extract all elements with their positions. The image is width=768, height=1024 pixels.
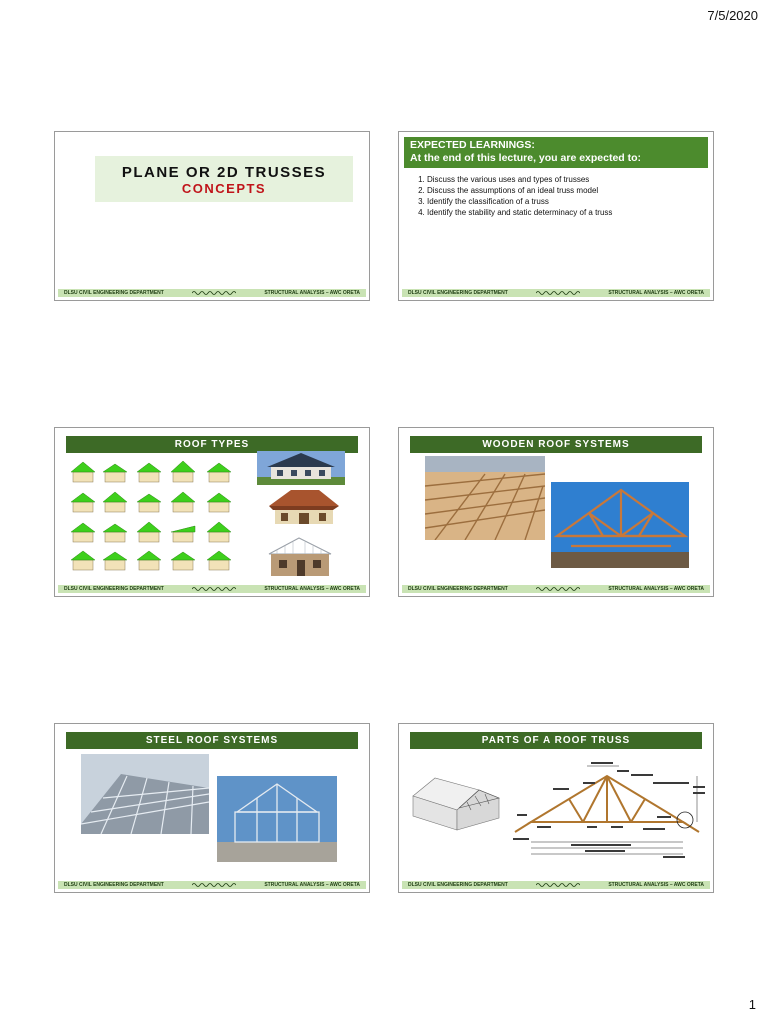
house-photo: [257, 451, 345, 485]
slide-footer: [402, 289, 710, 297]
slide-4-title: WOODEN ROOF SYSTEMS: [410, 436, 702, 453]
slide-6-title: PARTS OF A ROOF TRUSS: [410, 732, 702, 749]
slide-5: [54, 723, 370, 893]
slide-footer: [58, 881, 366, 889]
slide-5-title: STEEL ROOF SYSTEMS: [66, 732, 358, 749]
slide-3: [54, 427, 370, 597]
footer-right: STRUCTURAL ANALYSIS – AWC ORETA: [608, 586, 704, 592]
roof-types-diagram: [65, 458, 245, 576]
slide-2-heading: [404, 137, 708, 168]
footer-left: DLSU CIVIL ENGINEERING DEPARTMENT: [408, 290, 508, 296]
footer-left: DLSU CIVIL ENGINEERING DEPARTMENT: [64, 882, 164, 888]
hip-roof-house-illustration: [263, 488, 343, 528]
footer-right: STRUCTURAL ANALYSIS – AWC ORETA: [264, 586, 360, 592]
slide-1-title: PLANE OR 2D TRUSSES: [121, 164, 327, 181]
list-item: 3. Identify the classification of a truss: [427, 196, 612, 207]
slide-footer: [58, 585, 366, 593]
learning-list: [411, 174, 612, 218]
page-number: 1: [748, 997, 756, 1012]
steel-roof-photo: [81, 754, 209, 834]
slide-footer: [58, 289, 366, 297]
footer-left: DLSU CIVIL ENGINEERING DEPARTMENT: [64, 290, 164, 296]
footer-right: STRUCTURAL ANALYSIS – AWC ORETA: [608, 882, 704, 888]
wave-icon: [192, 882, 236, 888]
wave-icon: [192, 290, 236, 296]
slide-6: [398, 723, 714, 893]
slide-2-heading-line1: EXPECTED LEARNINGS:: [410, 139, 535, 151]
slide-4: [398, 427, 714, 597]
footer-left: DLSU CIVIL ENGINEERING DEPARTMENT: [64, 586, 164, 592]
roof-truss-parts-diagram: [507, 756, 711, 870]
footer-left: DLSU CIVIL ENGINEERING DEPARTMENT: [408, 882, 508, 888]
slide-1-subtitle: CONCEPTS: [181, 181, 267, 196]
wave-icon: [536, 586, 580, 592]
list-item: 2. Discuss the assumptions of an ideal truss model: [427, 185, 612, 196]
slide-2-heading-line2: At the end of this lecture, you are expected to:: [410, 152, 642, 164]
wave-icon: [536, 882, 580, 888]
roof-truss-frame-illustration: [259, 534, 341, 582]
wave-icon: [536, 290, 580, 296]
footer-right: STRUCTURAL ANALYSIS – AWC ORETA: [608, 290, 704, 296]
wooden-truss-photo: [551, 482, 689, 568]
footer-right: STRUCTURAL ANALYSIS – AWC ORETA: [264, 290, 360, 296]
list-item: 4. Identify the stability and static determinacy of a truss: [427, 207, 612, 218]
list-item: 1. Discuss the various uses and types of trusses: [427, 174, 612, 185]
wave-icon: [192, 586, 236, 592]
slide-2: [398, 131, 714, 301]
slide-1: [54, 131, 370, 301]
wooden-rafters-photo: [425, 456, 545, 540]
footer-left: DLSU CIVIL ENGINEERING DEPARTMENT: [408, 586, 508, 592]
house-truss-sketch: [409, 772, 505, 836]
slide-footer: [402, 881, 710, 889]
footer-right: STRUCTURAL ANALYSIS – AWC ORETA: [264, 882, 360, 888]
page-date: 7/5/2020: [707, 8, 758, 23]
steel-frame-house-photo: [217, 776, 337, 862]
slide-1-title-box: [95, 156, 353, 202]
slide-3-title: ROOF TYPES: [66, 436, 358, 453]
slide-footer: [402, 585, 710, 593]
